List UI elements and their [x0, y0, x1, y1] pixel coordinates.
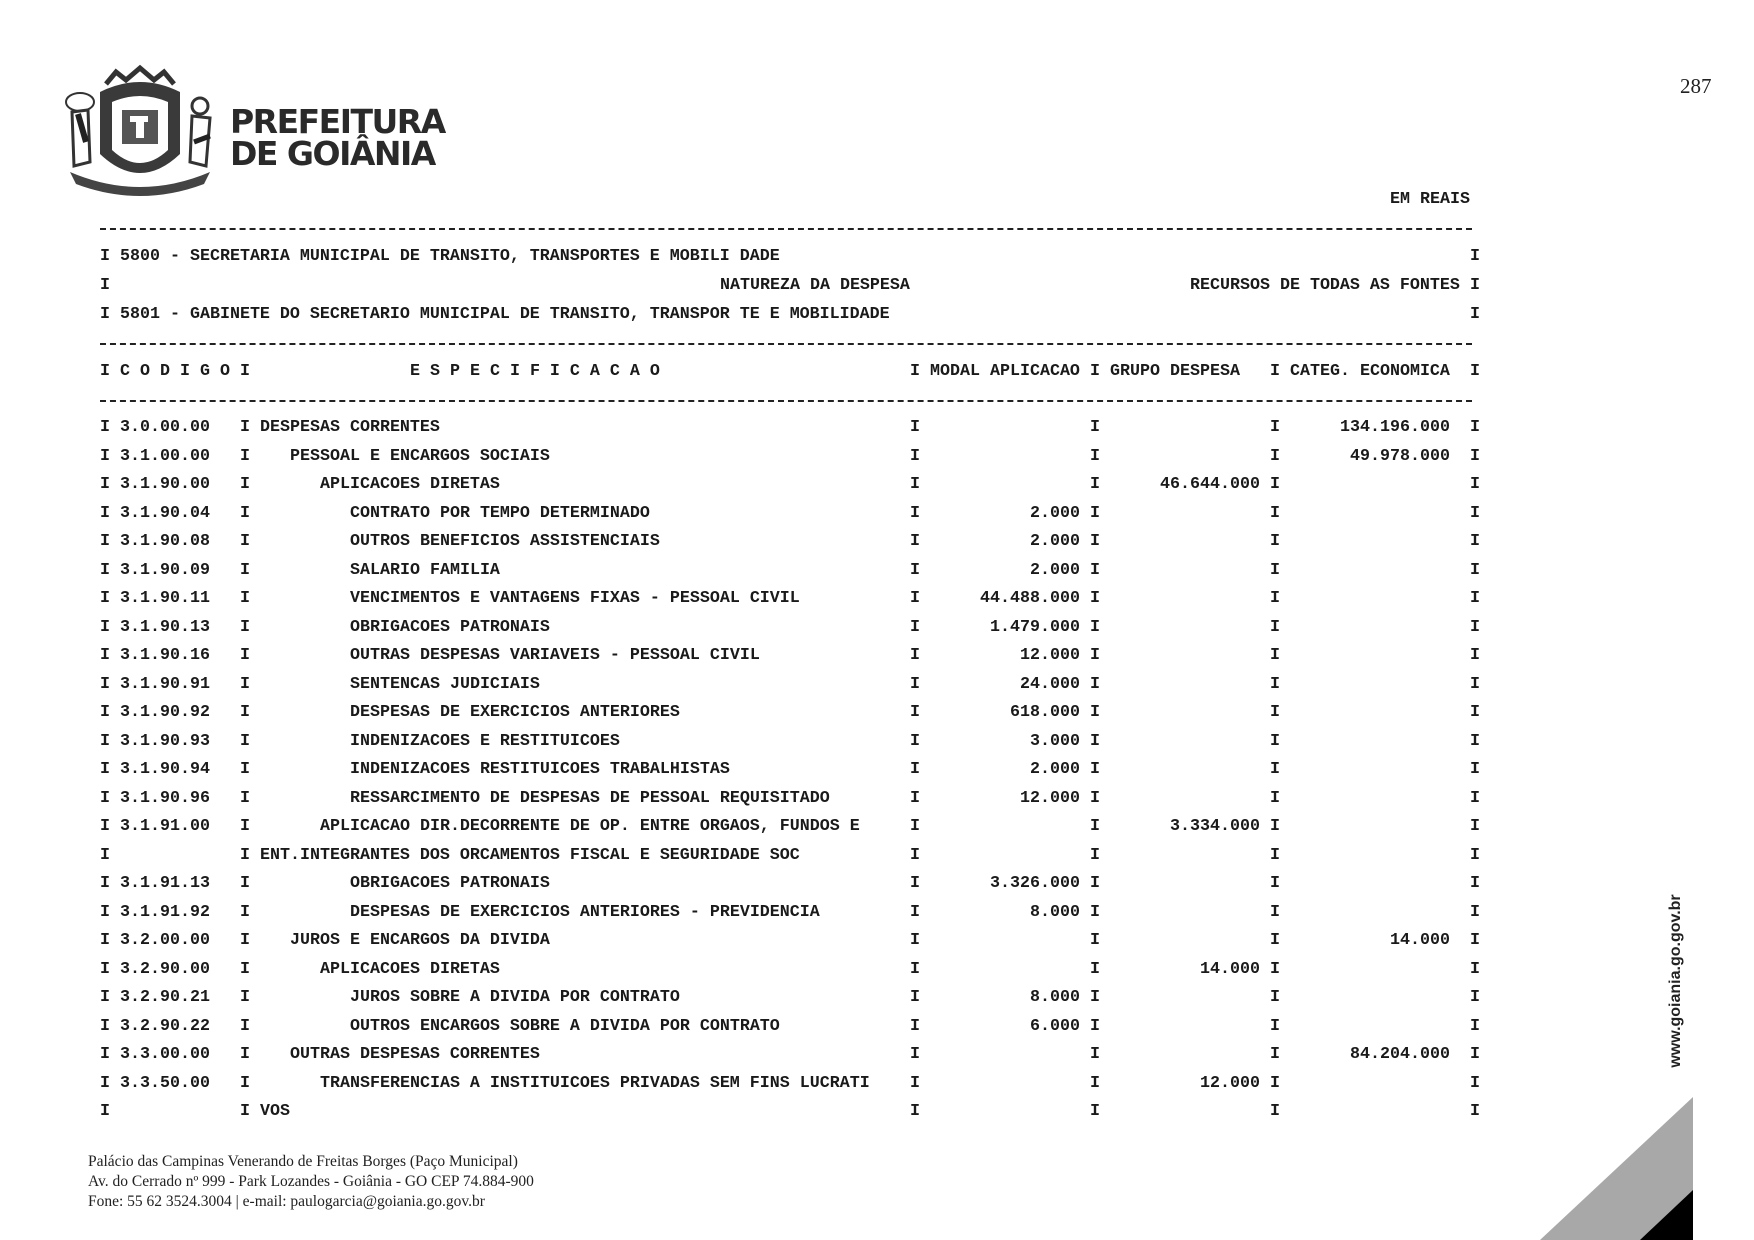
- row-specification: APLICACOES DIRETAS: [320, 475, 500, 494]
- border-left: I: [100, 247, 110, 266]
- border-grupo: I: [1090, 931, 1100, 950]
- border-left: I: [100, 362, 110, 381]
- table-row: [100, 646, 1480, 666]
- border-modal: I: [910, 788, 920, 808]
- border-grupo: I: [1090, 589, 1100, 608]
- row-specification: SENTENCAS JUDICIAIS: [350, 674, 540, 694]
- border-categ: I: [1270, 646, 1280, 665]
- brand-line-1: PREFEITURA: [230, 102, 445, 141]
- column-header-categ: CATEG. ECONOMICA: [1290, 362, 1450, 381]
- row-code: 3.1.90.94: [120, 760, 210, 779]
- row-code: 3.2.90.22: [120, 1016, 210, 1036]
- divider: [100, 343, 1472, 345]
- row-specification: PESSOAL E ENCARGOS SOCIAIS: [290, 446, 550, 466]
- border-left: I: [100, 446, 110, 466]
- border-grupo: I: [1090, 418, 1100, 437]
- border-codigo: I: [240, 902, 250, 922]
- table-row: [100, 532, 1480, 552]
- row-specification: ENT.INTEGRANTES DOS ORCAMENTOS FISCAL E SEGURIDADE SOC: [260, 845, 800, 865]
- row-code: 3.1.90.16: [120, 646, 210, 665]
- border-categ: I: [1270, 532, 1280, 551]
- border-codigo: I: [240, 788, 250, 808]
- border-right: I: [1470, 503, 1480, 523]
- border-left: I: [100, 560, 110, 580]
- border-codigo: I: [240, 617, 250, 637]
- border-modal: I: [910, 703, 920, 722]
- border-codigo: I: [240, 817, 250, 836]
- border-categ: I: [1270, 760, 1280, 779]
- border-categ: I: [1270, 560, 1280, 580]
- border-right: I: [1470, 446, 1480, 466]
- table-row: [100, 475, 1480, 495]
- border-modal: I: [910, 817, 920, 836]
- border-grupo: I: [1090, 817, 1100, 836]
- row-code: 3.1.90.11: [120, 589, 210, 608]
- table-row: [100, 675, 1480, 695]
- row-categ-value: 14.000: [1390, 931, 1450, 950]
- border-categ: I: [1270, 1102, 1280, 1121]
- row-code: 3.3.00.00: [120, 1045, 210, 1064]
- row-code: 3.1.90.92: [120, 703, 210, 722]
- border-modal: I: [910, 959, 920, 979]
- row-modal-value: 24.000: [1020, 674, 1080, 694]
- table-row: [100, 874, 1480, 894]
- border-right: I: [1470, 1016, 1480, 1036]
- row-grupo-value: 14.000: [1200, 959, 1260, 979]
- border-modal: I: [910, 362, 920, 381]
- border-categ: I: [1270, 589, 1280, 608]
- border-left: I: [100, 589, 110, 608]
- border-categ: I: [1270, 1016, 1280, 1036]
- border-codigo: I: [240, 589, 250, 608]
- column-header-modal: MODAL APLICACAO: [930, 362, 1080, 381]
- row-specification: VENCIMENTOS E VANTAGENS FIXAS - PESSOAL CIVIL: [350, 589, 800, 608]
- border-codigo: I: [240, 1102, 250, 1121]
- row-specification: SALARIO FAMILIA: [350, 560, 500, 580]
- row-modal-value: 6.000: [1030, 1016, 1080, 1036]
- row-specification: DESPESAS CORRENTES: [260, 418, 440, 437]
- border-right: I: [1470, 731, 1480, 751]
- row-code: 3.2.90.21: [120, 988, 210, 1007]
- column-header-grupo: GRUPO DESPESA: [1110, 362, 1240, 381]
- border-modal: I: [910, 731, 920, 751]
- table-row: [100, 504, 1480, 524]
- border-modal: I: [910, 446, 920, 466]
- footer-line-1: Palácio das Campinas Venerando de Freitas Borges (Paço Municipal): [88, 1153, 518, 1170]
- border-modal: I: [910, 589, 920, 608]
- border-right: I: [1470, 845, 1480, 865]
- border-right: I: [1470, 617, 1480, 637]
- border-left: I: [100, 1073, 110, 1093]
- border-categ: I: [1270, 703, 1280, 722]
- border-grupo: I: [1090, 362, 1100, 381]
- border-left: I: [100, 1016, 110, 1036]
- divider: [100, 400, 1472, 402]
- row-specification: JUROS SOBRE A DIVIDA POR CONTRATO: [350, 988, 680, 1007]
- table-row: [100, 931, 1480, 951]
- row-specification: DESPESAS DE EXERCICIOS ANTERIORES: [350, 703, 680, 722]
- table-row: [100, 817, 1480, 837]
- border-left: I: [100, 959, 110, 979]
- border-left: I: [100, 845, 110, 865]
- border-categ: I: [1270, 674, 1280, 694]
- border-left: I: [100, 617, 110, 637]
- brand-name: [230, 102, 445, 173]
- row-code: 3.1.00.00: [120, 446, 210, 466]
- natureza-label: NATUREZA DA DESPESA: [720, 276, 910, 295]
- border-left: I: [100, 475, 110, 494]
- border-grupo: I: [1090, 1045, 1100, 1064]
- border-left: I: [100, 646, 110, 665]
- border-right: I: [1470, 1045, 1480, 1064]
- table-row: [100, 703, 1480, 723]
- border-categ: I: [1270, 362, 1280, 381]
- column-header-row: [100, 362, 1480, 382]
- org-line: [100, 247, 1480, 267]
- border-left: I: [100, 418, 110, 437]
- border-codigo: I: [240, 1045, 250, 1064]
- border-grupo: I: [1090, 760, 1100, 779]
- border-grupo: I: [1090, 560, 1100, 580]
- footer-address: [88, 1152, 534, 1212]
- recursos-label: RECURSOS DE TODAS AS FONTES: [1190, 276, 1460, 295]
- border-grupo: I: [1090, 674, 1100, 694]
- border-right: I: [1470, 1073, 1480, 1093]
- border-modal: I: [910, 617, 920, 637]
- border-codigo: I: [240, 446, 250, 466]
- border-left: I: [100, 874, 110, 893]
- border-categ: I: [1270, 418, 1280, 437]
- row-specification: JUROS E ENCARGOS DA DIVIDA: [290, 931, 550, 950]
- table-row: [100, 418, 1480, 438]
- row-modal-value: 12.000: [1020, 788, 1080, 808]
- border-left: I: [100, 503, 110, 523]
- border-codigo: I: [240, 418, 250, 437]
- footer-line-3: Fone: 55 62 3524.3004 | e-mail: paulogarcia@goiania.go.gov.br: [88, 1193, 485, 1210]
- border-categ: I: [1270, 1073, 1280, 1093]
- border-right: I: [1470, 305, 1480, 324]
- row-code: 3.1.90.00: [120, 475, 210, 494]
- border-modal: I: [910, 1102, 920, 1121]
- border-left: I: [100, 532, 110, 551]
- table-row: [100, 903, 1480, 923]
- border-codigo: I: [240, 731, 250, 751]
- border-codigo: I: [240, 845, 250, 865]
- table-row: [100, 846, 1480, 866]
- table-row: [100, 760, 1480, 780]
- unit-line: [100, 305, 1480, 325]
- border-right: I: [1470, 931, 1480, 950]
- row-code: 3.1.90.93: [120, 731, 210, 751]
- border-modal: I: [910, 532, 920, 551]
- border-categ: I: [1270, 874, 1280, 893]
- border-codigo: I: [240, 674, 250, 694]
- border-codigo: I: [240, 874, 250, 893]
- border-modal: I: [910, 1073, 920, 1093]
- border-grupo: I: [1090, 1073, 1100, 1093]
- border-categ: I: [1270, 503, 1280, 523]
- row-grupo-value: 3.334.000: [1170, 817, 1260, 836]
- border-categ: I: [1270, 959, 1280, 979]
- row-specification: APLICACAO DIR.DECORRENTE DE OP. ENTRE ORGAOS, FUNDOS E: [320, 817, 860, 836]
- row-code: 3.1.90.04: [120, 503, 210, 523]
- border-right: I: [1470, 874, 1480, 893]
- border-grupo: I: [1090, 532, 1100, 551]
- row-specification: OBRIGACOES PATRONAIS: [350, 617, 550, 637]
- border-codigo: I: [240, 988, 250, 1007]
- border-left: I: [100, 817, 110, 836]
- row-code: 3.1.91.13: [120, 874, 210, 893]
- border-right: I: [1470, 674, 1480, 694]
- units-label: EM REAIS: [1390, 190, 1470, 209]
- row-modal-value: 1.479.000: [990, 617, 1080, 637]
- border-modal: I: [910, 646, 920, 665]
- row-specification: OUTROS ENCARGOS SOBRE A DIVIDA POR CONTRATO: [350, 1016, 780, 1036]
- natureza-line: [100, 276, 1480, 296]
- table-row: [100, 960, 1480, 980]
- border-right: I: [1470, 760, 1480, 779]
- border-right: I: [1470, 646, 1480, 665]
- city-coat-of-arms-icon: [60, 62, 220, 196]
- border-left: I: [100, 703, 110, 722]
- border-codigo: I: [240, 532, 250, 551]
- border-grupo: I: [1090, 902, 1100, 922]
- row-code: 3.1.91.00: [120, 817, 210, 836]
- border-modal: I: [910, 760, 920, 779]
- border-right: I: [1470, 959, 1480, 979]
- border-modal: I: [910, 418, 920, 437]
- border-left: I: [100, 788, 110, 808]
- row-code: 3.2.90.00: [120, 959, 210, 979]
- border-modal: I: [910, 674, 920, 694]
- border-categ: I: [1270, 817, 1280, 836]
- row-code: 3.1.90.91: [120, 674, 210, 694]
- row-code: 3.0.00.00: [120, 418, 210, 437]
- table-row: [100, 732, 1480, 752]
- border-modal: I: [910, 560, 920, 580]
- row-specification: CONTRATO POR TEMPO DETERMINADO: [350, 503, 650, 523]
- border-right: I: [1470, 817, 1480, 836]
- table-row: [100, 561, 1480, 581]
- border-right: I: [1470, 703, 1480, 722]
- units-line: [100, 190, 1480, 210]
- table-row: [100, 1045, 1480, 1065]
- border-left: I: [100, 760, 110, 779]
- border-categ: I: [1270, 845, 1280, 865]
- row-specification: OUTRAS DESPESAS VARIAVEIS - PESSOAL CIVIL: [350, 646, 760, 665]
- border-modal: I: [910, 1016, 920, 1036]
- border-right: I: [1470, 1102, 1480, 1121]
- border-left: I: [100, 731, 110, 751]
- row-specification: OBRIGACOES PATRONAIS: [350, 874, 550, 893]
- border-right: I: [1470, 589, 1480, 608]
- border-codigo: I: [240, 1016, 250, 1036]
- row-code: 3.1.90.08: [120, 532, 210, 551]
- table-row: [100, 1017, 1480, 1037]
- border-left: I: [100, 902, 110, 922]
- border-codigo: I: [240, 760, 250, 779]
- row-specification: INDENIZACOES RESTITUICOES TRABALHISTAS: [350, 760, 730, 779]
- border-categ: I: [1270, 988, 1280, 1007]
- border-grupo: I: [1090, 845, 1100, 865]
- border-categ: I: [1270, 617, 1280, 637]
- brand-line-2: DE GOIÂNIA: [230, 134, 435, 173]
- border-grupo: I: [1090, 446, 1100, 466]
- border-right: I: [1470, 902, 1480, 922]
- row-specification: RESSARCIMENTO DE DESPESAS DE PESSOAL REQUISITADO: [350, 788, 830, 808]
- row-modal-value: 12.000: [1020, 646, 1080, 665]
- row-specification: INDENIZACOES E RESTITUICOES: [350, 731, 620, 751]
- border-grupo: I: [1090, 646, 1100, 665]
- border-codigo: I: [240, 560, 250, 580]
- row-modal-value: 2.000: [1030, 760, 1080, 779]
- border-grupo: I: [1090, 617, 1100, 637]
- border-categ: I: [1270, 731, 1280, 751]
- border-right: I: [1470, 418, 1480, 437]
- table-row: [100, 589, 1480, 609]
- row-modal-value: 8.000: [1030, 902, 1080, 922]
- website-url: www.goiania.go.gov.br: [1667, 894, 1684, 1068]
- divider: [100, 228, 1472, 230]
- border-right: I: [1470, 362, 1480, 381]
- row-code: 3.1.90.96: [120, 788, 210, 808]
- border-left: I: [100, 674, 110, 694]
- border-categ: I: [1270, 902, 1280, 922]
- row-modal-value: 3.326.000: [990, 874, 1080, 893]
- row-modal-value: 2.000: [1030, 532, 1080, 551]
- row-modal-value: 2.000: [1030, 560, 1080, 580]
- row-categ-value: 134.196.000: [1340, 418, 1450, 437]
- border-right: I: [1470, 475, 1480, 494]
- border-categ: I: [1270, 788, 1280, 808]
- table-row: [100, 1102, 1480, 1122]
- row-code: 3.1.90.13: [120, 617, 210, 637]
- border-categ: I: [1270, 1045, 1280, 1064]
- border-grupo: I: [1090, 703, 1100, 722]
- border-modal: I: [910, 874, 920, 893]
- row-code: 3.3.50.00: [120, 1073, 210, 1093]
- row-code: 3.2.00.00: [120, 931, 210, 950]
- border-left: I: [100, 305, 110, 324]
- border-grupo: I: [1090, 874, 1100, 893]
- row-modal-value: 44.488.000: [980, 589, 1080, 608]
- row-categ-value: 49.978.000: [1350, 446, 1450, 466]
- border-codigo: I: [240, 475, 250, 494]
- row-categ-value: 84.204.000: [1350, 1045, 1450, 1064]
- border-codigo: I: [240, 503, 250, 523]
- border-modal: I: [910, 503, 920, 523]
- border-left: I: [100, 276, 110, 295]
- page-number: 287: [1680, 74, 1712, 98]
- border-modal: I: [910, 845, 920, 865]
- border-modal: I: [910, 931, 920, 950]
- border-categ: I: [1270, 446, 1280, 466]
- border-right: I: [1470, 788, 1480, 808]
- row-specification: APLICACOES DIRETAS: [320, 959, 500, 979]
- border-grupo: I: [1090, 475, 1100, 494]
- border-codigo: I: [240, 362, 250, 381]
- border-grupo: I: [1090, 988, 1100, 1007]
- row-modal-value: 3.000: [1030, 731, 1080, 751]
- border-codigo: I: [240, 1073, 250, 1093]
- border-modal: I: [910, 1045, 920, 1064]
- row-modal-value: 618.000: [1010, 703, 1080, 722]
- table-row: [100, 447, 1480, 467]
- row-grupo-value: 46.644.000: [1160, 475, 1260, 494]
- border-left: I: [100, 1102, 110, 1121]
- border-grupo: I: [1090, 1102, 1100, 1121]
- column-header-codigo: C O D I G O: [120, 362, 230, 381]
- table-row: [100, 988, 1480, 1008]
- row-code: 3.1.90.09: [120, 560, 210, 580]
- border-grupo: I: [1090, 731, 1100, 751]
- table-row: [100, 789, 1480, 809]
- border-grupo: I: [1090, 959, 1100, 979]
- row-specification: TRANSFERENCIAS A INSTITUICOES PRIVADAS SEM FINS LUCRATI: [320, 1073, 870, 1093]
- border-codigo: I: [240, 703, 250, 722]
- row-specification: OUTRAS DESPESAS CORRENTES: [290, 1045, 540, 1064]
- row-code: 3.1.91.92: [120, 902, 210, 922]
- border-right: I: [1470, 560, 1480, 580]
- column-header-especificacao: E S P E C I F I C A C A O: [410, 362, 660, 381]
- border-grupo: I: [1090, 503, 1100, 523]
- border-right: I: [1470, 988, 1480, 1007]
- border-modal: I: [910, 902, 920, 922]
- row-specification: VOS: [260, 1102, 290, 1121]
- row-grupo-value: 12.000: [1200, 1073, 1260, 1093]
- border-right: I: [1470, 276, 1480, 295]
- unit-name: 5801 - GABINETE DO SECRETARIO MUNICIPAL DE TRANSITO, TRANSPOR TE E MOBILIDADE: [120, 305, 890, 324]
- border-categ: I: [1270, 931, 1280, 950]
- border-modal: I: [910, 475, 920, 494]
- table-row: [100, 618, 1480, 638]
- border-codigo: I: [240, 959, 250, 979]
- border-left: I: [100, 931, 110, 950]
- border-categ: I: [1270, 475, 1280, 494]
- border-codigo: I: [240, 931, 250, 950]
- table-row: [100, 1074, 1480, 1094]
- row-specification: DESPESAS DE EXERCICIOS ANTERIORES - PREVIDENCIA: [350, 902, 820, 922]
- border-grupo: I: [1090, 1016, 1100, 1036]
- border-left: I: [100, 1045, 110, 1064]
- border-modal: I: [910, 988, 920, 1007]
- row-modal-value: 8.000: [1030, 988, 1080, 1007]
- corner-decoration: [1540, 1090, 1754, 1240]
- row-modal-value: 2.000: [1030, 503, 1080, 523]
- row-specification: OUTROS BENEFICIOS ASSISTENCIAIS: [350, 532, 660, 551]
- org-name: 5800 - SECRETARIA MUNICIPAL DE TRANSITO, TRANSPORTES E MOBILI DADE: [120, 247, 780, 266]
- border-right: I: [1470, 247, 1480, 266]
- border-right: I: [1470, 532, 1480, 551]
- footer-line-2: Av. do Cerrado nº 999 - Park Lozandes - Goiânia - GO CEP 74.884-900: [88, 1173, 534, 1190]
- border-left: I: [100, 988, 110, 1007]
- border-grupo: I: [1090, 788, 1100, 808]
- border-codigo: I: [240, 646, 250, 665]
